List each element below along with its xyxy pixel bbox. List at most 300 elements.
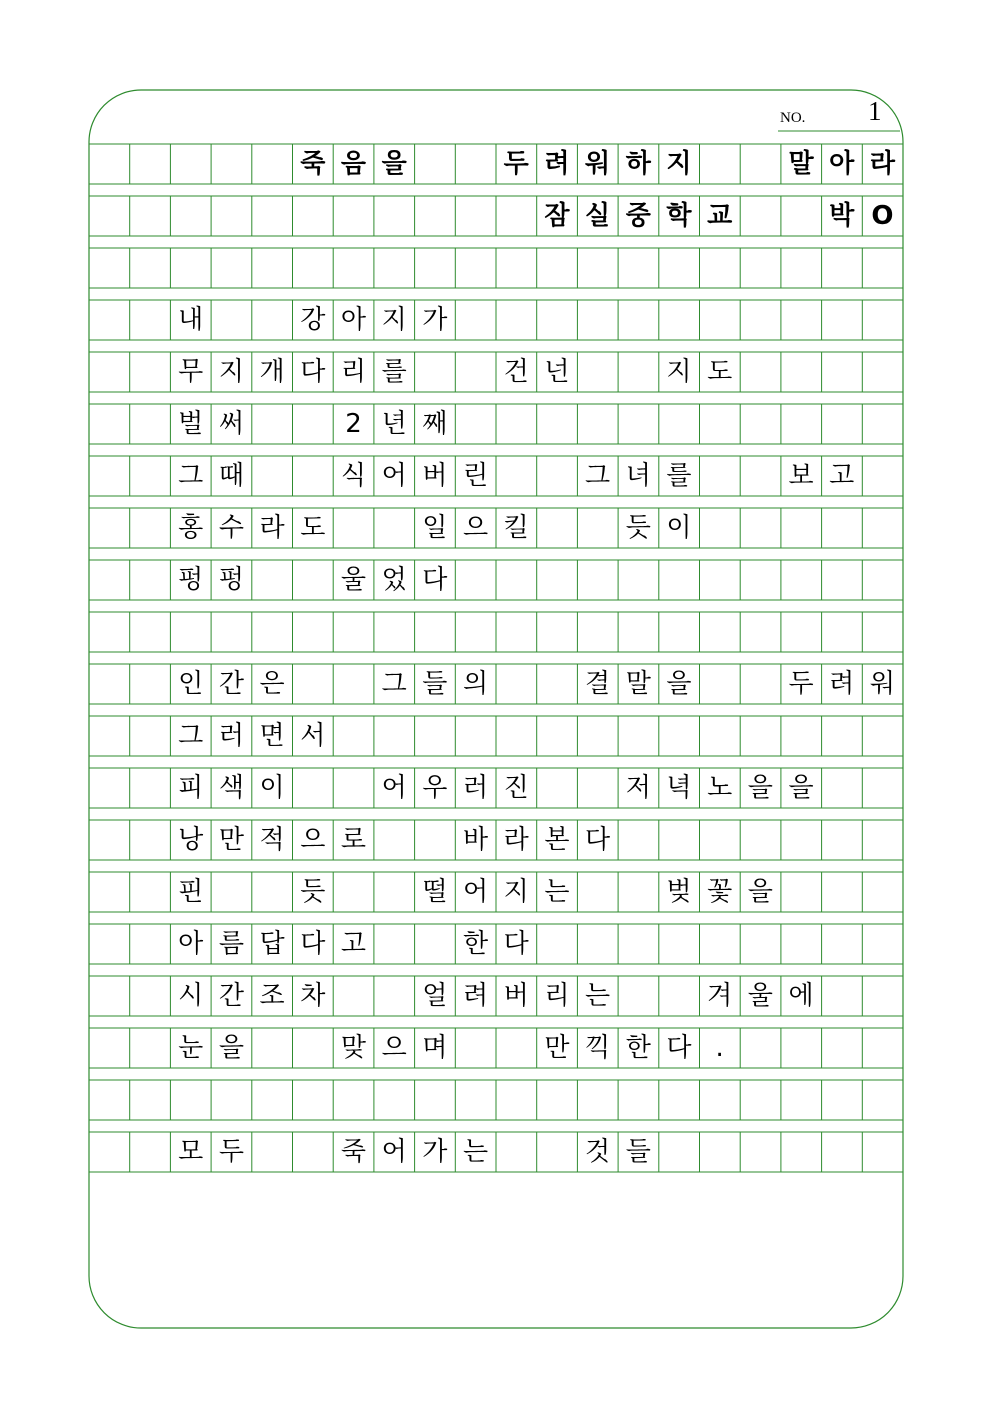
grid-cell (537, 248, 578, 288)
grid-cell (292, 404, 333, 444)
grid-cell (781, 404, 822, 444)
grid-cell: 울 (340, 565, 367, 595)
grid-cell (496, 456, 537, 496)
grid-cell (821, 1080, 862, 1120)
grid-cell (821, 1132, 862, 1172)
grid-cell (292, 248, 333, 288)
grid-cell: 때 (218, 461, 244, 491)
author-row (89, 196, 903, 236)
grid-cell (537, 924, 578, 964)
grid-cell: 도 (300, 513, 326, 543)
grid-cell (252, 612, 293, 652)
grid-cell: 진 (503, 773, 529, 803)
text-row (89, 976, 903, 1016)
grid-cell (862, 1028, 903, 1068)
grid-cell: 그 (381, 669, 407, 699)
grid-cell (862, 768, 903, 808)
grid-cell (130, 924, 171, 964)
grid-cell (333, 768, 374, 808)
grid-cell: 라 (869, 149, 895, 179)
grid-cell: 는 (585, 981, 611, 1011)
grid-cell (292, 612, 333, 652)
grid-cell: 내 (178, 305, 204, 335)
grid-cell: 다 (300, 929, 326, 959)
grid-cell (130, 456, 171, 496)
grid-cell (455, 1080, 496, 1120)
grid-cell: 를 (381, 357, 407, 387)
grid-cell (211, 612, 252, 652)
grid-cell (455, 1028, 496, 1068)
grid-cell (415, 196, 456, 236)
grid-cell: 도 (707, 357, 733, 387)
grid-cell (496, 1028, 537, 1068)
grid-cell (415, 144, 456, 184)
grid-cell (862, 612, 903, 652)
grid-cell (740, 196, 781, 236)
grid-cell: 라 (503, 825, 529, 855)
grid-cell (130, 768, 171, 808)
grid-cell: 다 (422, 565, 448, 595)
grid-cell (89, 508, 130, 548)
grid-cell: 홍 (178, 513, 204, 543)
grid-cell (821, 716, 862, 756)
grid-cell (821, 872, 862, 912)
grid-cell: 간 (218, 669, 244, 699)
grid-cell (333, 196, 374, 236)
grid-cell (130, 560, 171, 600)
grid-cell: 펑 (178, 565, 204, 595)
grid-cell (862, 1080, 903, 1120)
grid-cell: 아 (178, 929, 204, 959)
grid-cell: 으 (381, 1033, 407, 1063)
grid-cell (374, 716, 415, 756)
grid-cell (740, 664, 781, 704)
text-row (89, 456, 903, 496)
grid-cell (211, 1080, 252, 1120)
grid-cell: 끽 (585, 1033, 611, 1063)
grid-cell (740, 404, 781, 444)
grid-cell (89, 352, 130, 392)
grid-cell (252, 300, 293, 340)
grid-cell (699, 612, 740, 652)
grid-cell (821, 820, 862, 860)
grid-cell: 녀 (625, 461, 651, 491)
grid-cell: 을 (381, 149, 407, 179)
grid-cell (740, 456, 781, 496)
grid-cell (211, 300, 252, 340)
grid-cell (699, 508, 740, 548)
text-row (89, 872, 903, 912)
grid-cell (781, 560, 822, 600)
grid-cell (252, 144, 293, 184)
grid-cell: 낭 (178, 825, 204, 855)
grid-cell: 는 (544, 877, 570, 907)
grid-cell: 죽 (300, 149, 326, 179)
grid-cell (537, 612, 578, 652)
grid-cell (659, 612, 700, 652)
grid-cell (537, 404, 578, 444)
grid-cell (862, 248, 903, 288)
grid-cell (130, 352, 171, 392)
grid-cell (252, 1028, 293, 1068)
grid-cell (415, 612, 456, 652)
grid-cell: 울 (747, 981, 773, 1011)
grid-cell: 그 (585, 461, 611, 491)
grid-cell (821, 560, 862, 600)
grid-cell: 들 (422, 669, 448, 699)
grid-cell: 면 (259, 721, 285, 751)
grid-cell (821, 352, 862, 392)
grid-cell: 다 (666, 1033, 692, 1063)
text-row (89, 820, 903, 860)
grid-cell (170, 144, 211, 184)
grid-cell (659, 1132, 700, 1172)
grid-cell: 었 (381, 565, 407, 595)
grid-cell (537, 508, 578, 548)
grid-cell (374, 924, 415, 964)
grid-cell (577, 1080, 618, 1120)
grid-cell (577, 300, 618, 340)
grid-cell (821, 768, 862, 808)
grid-cell: 지 (666, 357, 692, 387)
grid-cell (292, 768, 333, 808)
grid-cell (292, 1080, 333, 1120)
grid-cell (618, 976, 659, 1016)
text-row (89, 664, 903, 704)
grid-cell (292, 560, 333, 600)
grid-cell (862, 352, 903, 392)
grid-cell: 아 (829, 149, 855, 179)
grid-cell: 말 (625, 669, 651, 699)
grid-cell (618, 300, 659, 340)
text-row (89, 508, 903, 548)
grid-cell: 결 (585, 669, 611, 699)
grid-cell (618, 248, 659, 288)
grid-cell (89, 924, 130, 964)
grid-cell: 중 (625, 201, 651, 231)
grid-cell: 들 (625, 1137, 651, 1167)
grid-cell: 색 (218, 773, 244, 803)
grid-cell (577, 404, 618, 444)
grid-cell: 서 (300, 721, 326, 751)
grid-cell (781, 716, 822, 756)
grid-cell: 년 (381, 409, 407, 439)
grid-cell (537, 768, 578, 808)
grid-cell (415, 716, 456, 756)
grid-cell: 고 (340, 929, 367, 959)
grid-cell (130, 716, 171, 756)
text-row (89, 612, 903, 652)
grid-cell: 하 (625, 149, 651, 179)
grid-cell (252, 248, 293, 288)
grid-cell (130, 976, 171, 1016)
grid-cell: 을 (666, 669, 692, 699)
grid-cell (496, 612, 537, 652)
grid-cell (659, 300, 700, 340)
text-row (89, 924, 903, 964)
grid-cell: 워 (585, 149, 611, 179)
grid-cell: 두 (218, 1137, 244, 1167)
grid-cell (577, 872, 618, 912)
grid-cell (781, 1028, 822, 1068)
grid-cell (130, 1132, 171, 1172)
grid-cell: 조 (259, 981, 285, 1011)
grid-cell (333, 508, 374, 548)
grid-cell (537, 300, 578, 340)
grid-cell (415, 248, 456, 288)
grid-cell (89, 820, 130, 860)
grid-cell (781, 924, 822, 964)
grid-cell (252, 560, 293, 600)
grid-cell: 인 (178, 669, 204, 699)
grid-cell: 다 (585, 825, 611, 855)
grid-cell: 려 (544, 149, 570, 179)
grid-cell (252, 872, 293, 912)
grid-cell: 우 (422, 773, 448, 803)
grid-cell: 일 (422, 513, 448, 543)
grid-cell (862, 300, 903, 340)
grid-cell: 버 (503, 981, 529, 1011)
grid-cell (455, 612, 496, 652)
grid-cell (862, 872, 903, 912)
grid-cell: 어 (381, 1137, 407, 1167)
grid-cell: 실 (585, 201, 611, 231)
grid-cell (89, 976, 130, 1016)
grid-cell (618, 352, 659, 392)
grid-cell: 듯 (300, 877, 326, 907)
grid-cell: 한 (462, 929, 489, 959)
grid-cell: 그 (178, 461, 204, 491)
grid-cell (89, 1080, 130, 1120)
grid-cell: 죽 (340, 1137, 367, 1167)
grid-cell (496, 560, 537, 600)
grid-cell: 시 (178, 981, 204, 1011)
grid-cell: 노 (707, 773, 733, 803)
grid-cell (252, 456, 293, 496)
grid-cell: . (715, 1033, 724, 1063)
grid-cell: 의 (462, 669, 489, 699)
grid-cell: 겨 (707, 981, 733, 1011)
grid-cell (252, 1132, 293, 1172)
grid-cell (537, 560, 578, 600)
grid-cell (699, 404, 740, 444)
grid-cell (455, 716, 496, 756)
grid-cell (618, 1080, 659, 1120)
grid-cell (781, 1080, 822, 1120)
grid-cell (699, 144, 740, 184)
grid-cell (496, 716, 537, 756)
text-row (89, 352, 903, 392)
grid-cell (455, 300, 496, 340)
grid-cell (862, 820, 903, 860)
grid-cell: 핀 (178, 877, 204, 907)
grid-cell: 펑 (218, 565, 244, 595)
grid-cell (211, 248, 252, 288)
grid-cell (821, 1028, 862, 1068)
grid-cell (740, 924, 781, 964)
grid-cell (862, 508, 903, 548)
grid-cell (577, 716, 618, 756)
grid-cell (618, 924, 659, 964)
text-row (89, 716, 903, 756)
grid-cell (781, 248, 822, 288)
grid-cell (740, 1080, 781, 1120)
grid-cell (496, 1132, 537, 1172)
grid-cell (496, 196, 537, 236)
grid-cell (659, 1080, 700, 1120)
grid-cell (862, 404, 903, 444)
grid-cell: 려 (462, 981, 489, 1011)
grid-cell (130, 612, 171, 652)
grid-cell (89, 560, 130, 600)
grid-cell (455, 404, 496, 444)
grid-cell (699, 924, 740, 964)
grid-cell: 어 (381, 461, 407, 491)
grid-cell: 로 (340, 825, 367, 855)
grid-cell: 려 (829, 669, 855, 699)
grid-cell (130, 196, 171, 236)
grid-cell (537, 716, 578, 756)
grid-cell: 어 (462, 877, 489, 907)
grid-cell (740, 1132, 781, 1172)
grid-cell (211, 196, 252, 236)
grid-cell (659, 560, 700, 600)
grid-cell: 잠 (544, 201, 570, 231)
grid-cell (89, 872, 130, 912)
grid-cell: 답 (259, 929, 285, 959)
grid-cell (130, 1080, 171, 1120)
grid-cell: 가 (422, 1137, 448, 1167)
grid-cell: 지 (218, 357, 244, 387)
grid-cell (333, 872, 374, 912)
grid-cell (659, 248, 700, 288)
grid-cell (862, 560, 903, 600)
grid-cell (374, 196, 415, 236)
grid-cell (252, 1080, 293, 1120)
grid-cell (740, 716, 781, 756)
grid-cell (862, 924, 903, 964)
grid-cell (292, 456, 333, 496)
grid-cell (211, 872, 252, 912)
grid-cell (130, 300, 171, 340)
grid-cell (292, 196, 333, 236)
grid-cell (374, 872, 415, 912)
grid-cell: 벌 (178, 409, 204, 439)
grid-cell (374, 976, 415, 1016)
grid-cell: 넌 (544, 357, 570, 387)
grid-cell: 을 (788, 773, 814, 803)
grid-cell (374, 1080, 415, 1120)
grid-cell (821, 248, 862, 288)
grid-cell (455, 560, 496, 600)
grid-cell (333, 1080, 374, 1120)
grid-cell (374, 820, 415, 860)
grid-cell (130, 248, 171, 288)
text-row (89, 768, 903, 808)
grid-cell: 피 (178, 773, 204, 803)
grid-cell: 얼 (422, 981, 448, 1011)
grid-cell (252, 404, 293, 444)
grid-cell: 라 (259, 513, 285, 543)
grid-cell: 째 (422, 409, 448, 439)
grid-cell (618, 820, 659, 860)
grid-cell (781, 508, 822, 548)
grid-cell: 차 (300, 981, 326, 1011)
grid-cell (455, 352, 496, 392)
grid-cell (89, 404, 130, 444)
grid-cell: 눈 (178, 1033, 204, 1063)
grid-cell (862, 716, 903, 756)
grid-cell: 리 (340, 357, 367, 387)
grid-cell (659, 404, 700, 444)
grid-cell: 지 (666, 149, 692, 179)
grid-cell (537, 456, 578, 496)
grid-cell (740, 144, 781, 184)
grid-cell (496, 1080, 537, 1120)
grid-cell (577, 248, 618, 288)
grid-cell (130, 1028, 171, 1068)
grid-cell (292, 664, 333, 704)
grid-cell: 지 (503, 877, 529, 907)
grid-cell: 으 (462, 513, 489, 543)
grid-cell (618, 716, 659, 756)
grid-cell: 은 (259, 669, 285, 699)
grid-cell: 에 (788, 981, 814, 1011)
grid-cell: 며 (422, 1033, 448, 1063)
grid-cell: 적 (259, 825, 285, 855)
grid-cell (130, 144, 171, 184)
grid-cell: 만 (544, 1033, 570, 1063)
grid-cell: 두 (503, 149, 529, 179)
grid-cell (89, 196, 130, 236)
grid-cell (618, 404, 659, 444)
grid-cell: 간 (218, 981, 244, 1011)
grid-cell (659, 924, 700, 964)
grid-cell: 고 (829, 461, 855, 491)
grid-cell (740, 352, 781, 392)
grid-cell (577, 612, 618, 652)
grid-cell (333, 664, 374, 704)
grid-cell (740, 560, 781, 600)
text-row (89, 300, 903, 340)
text-row (89, 248, 903, 288)
grid-cell: 건 (503, 357, 529, 387)
grid-cell: 써 (218, 409, 244, 439)
grid-cell: 리 (544, 981, 570, 1011)
grid-cell: 으 (300, 825, 326, 855)
grid-cell: 말 (788, 149, 814, 179)
grid-cell (577, 560, 618, 600)
grid-cell (781, 612, 822, 652)
grid-cell: 바 (462, 825, 489, 855)
grid-cell (170, 1080, 211, 1120)
grid-cell (455, 196, 496, 236)
grid-cell: 무 (178, 357, 204, 387)
grid-cell (496, 664, 537, 704)
grid-cell (740, 1028, 781, 1068)
grid-cell (577, 352, 618, 392)
grid-cell (415, 1080, 456, 1120)
grid-cell (374, 612, 415, 652)
grid-cell (211, 144, 252, 184)
grid-cell: 러 (462, 773, 489, 803)
grid-cell: 강 (300, 305, 326, 335)
grid-cell (821, 612, 862, 652)
grid-cell: 본 (544, 825, 570, 855)
grid-cell (699, 664, 740, 704)
text-row (89, 560, 903, 600)
text-row (89, 1028, 903, 1068)
